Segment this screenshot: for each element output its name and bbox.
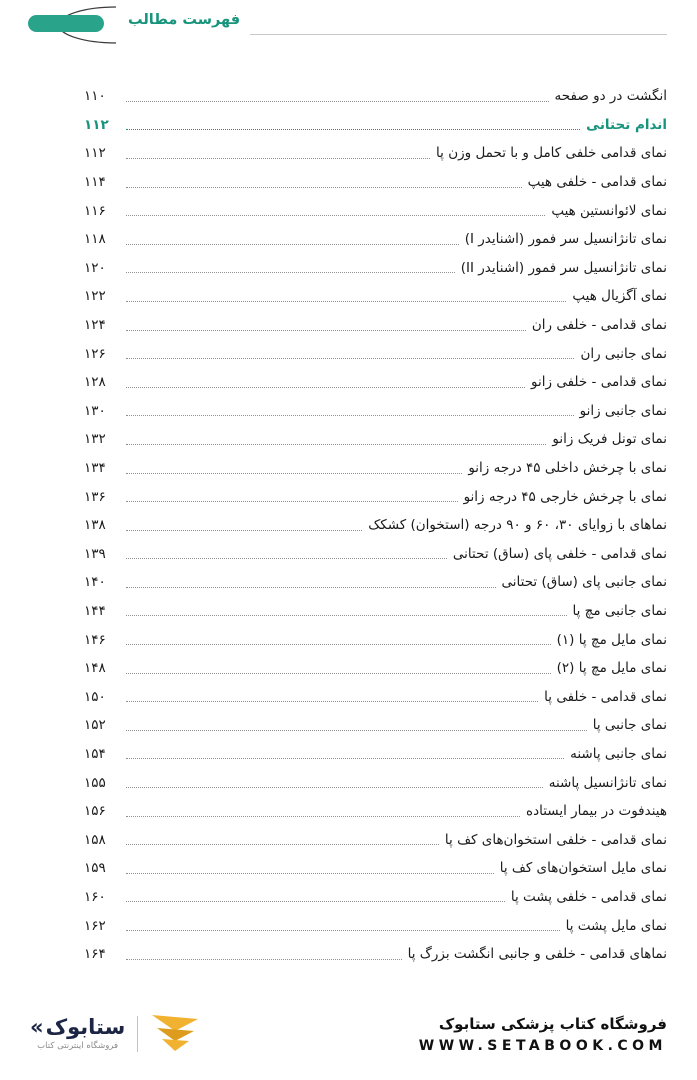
toc-entry-page-number: ۱۵۰	[84, 688, 106, 705]
toc-entry[interactable]	[84, 82, 667, 111]
toc-entry-title: نمای جانبی زانو	[579, 402, 667, 419]
toc-entry[interactable]	[84, 168, 667, 197]
toc-entry[interactable]	[84, 196, 667, 225]
toc-entry-page-number: ۱۲۸	[84, 374, 106, 391]
page-header	[0, 0, 697, 46]
toc-entry-page-number: ۱۱۴	[84, 174, 106, 191]
toc-entry[interactable]	[84, 768, 667, 797]
toc-entry-page-number: ۱۱۶	[84, 202, 106, 219]
brand-text	[30, 1017, 125, 1051]
toc-entry-page-number: ۱۱۲	[84, 145, 106, 162]
toc-dot-leader	[126, 730, 587, 731]
brand-wordmark	[30, 1017, 125, 1038]
toc-entry[interactable]	[84, 568, 667, 597]
toc-entry-page-number: ۱۱۲	[84, 116, 109, 133]
header-cap-ornament	[4, 4, 120, 46]
toc-entry-title: نمای مایل مچ پا (۲)	[556, 660, 667, 677]
toc-dot-leader	[126, 272, 455, 273]
toc-entry-page-number: ۱۴۶	[84, 631, 106, 648]
toc-entry-page-number: ۱۳۲	[84, 431, 106, 448]
toc-entry[interactable]	[84, 254, 667, 283]
toc-entry-title: نمای جانبی پای (ساق) تحتانی	[501, 574, 667, 591]
brand-tagline: فروشگاه اینترنتی کتاب	[37, 1041, 119, 1051]
toc-entry-title: نمای لائوانستین هیپ	[551, 202, 667, 219]
toc-entry-page-number: ۱۲۲	[84, 288, 106, 305]
toc-entry-page-number: ۱۱۸	[84, 231, 106, 248]
toc-dot-leader	[126, 644, 551, 645]
toc-entry[interactable]	[84, 825, 667, 854]
toc-dot-leader	[126, 673, 551, 674]
toc-entry-title: نمای قدامی - خلفی زانو	[531, 374, 667, 391]
toc-entry[interactable]	[84, 740, 667, 769]
toc-entry-page-number: ۱۵۵	[84, 774, 106, 791]
toc-dot-leader	[126, 158, 430, 159]
toc-entry[interactable]	[84, 597, 667, 626]
toc-dot-leader	[126, 930, 560, 931]
toc-dot-leader	[126, 473, 462, 474]
toc-entry-title: نماهای قدامی - خلفی و جانبی انگشت بزرگ پا	[407, 946, 667, 963]
toc-dot-leader	[126, 244, 459, 245]
toc-dot-leader	[126, 301, 566, 302]
toc-entry-page-number: ۱۵۸	[84, 831, 106, 848]
toc-dot-leader	[126, 587, 496, 588]
header-rule	[250, 34, 667, 35]
toc-entry-title: نمای با چرخش داخلی ۴۵ درجه زانو	[468, 460, 667, 477]
toc-entry-title: نمای تونل فریک زانو	[552, 431, 667, 448]
toc-entry-page-number: ۱۵۶	[84, 803, 106, 820]
toc-entry-title: نمای قدامی - خلفی پشت پا	[510, 888, 667, 905]
toc-entry-title: انگشت در دو صفحه	[554, 88, 667, 105]
toc-entry[interactable]	[84, 940, 667, 969]
toc-dot-leader	[126, 129, 580, 130]
toc-entry[interactable]	[84, 797, 667, 826]
toc-entry-page-number: ۱۴۰	[84, 574, 106, 591]
toc-entry-page-number: ۱۶۲	[84, 917, 106, 934]
toc-entry-page-number: ۱۵۴	[84, 745, 106, 762]
toc-entry-page-number: ۱۳۴	[84, 460, 106, 477]
toc-entry-title: نمای جانبی ران	[580, 345, 667, 362]
toc-entry-title: نمای مایل مچ پا (۱)	[556, 631, 667, 648]
toc-dot-leader	[126, 701, 538, 702]
toc-entry[interactable]	[84, 654, 667, 683]
toc-entry-title: نمای تانژانسیل سر فمور (اشنایدر II)	[460, 259, 667, 276]
toc-entry-title: نماهای با زوایای ۳۰، ۶۰ و ۹۰ درجه (استخوان) کشکک	[368, 517, 667, 534]
toc-entry[interactable]	[84, 339, 667, 368]
toc-entry-title: نمای قدامی - خلفی ران	[531, 317, 667, 334]
toc-entry[interactable]	[84, 625, 667, 654]
toc-entry-page-number: ۱۳۰	[84, 402, 106, 419]
toc-entry[interactable]	[84, 911, 667, 940]
toc-dot-leader	[126, 501, 458, 502]
brand-divider	[137, 1016, 138, 1052]
toc-entry-title: هیندفوت در بیمار ایستاده	[526, 803, 667, 820]
toc-entry-page-number: ۱۲۰	[84, 259, 106, 276]
toc-entry[interactable]	[84, 397, 667, 426]
toc-entry-title: اندام تحتانی	[586, 116, 667, 133]
toc-dot-leader	[126, 215, 545, 216]
toc-entry[interactable]	[84, 454, 667, 483]
toc-entry-title: نمای جانبی پا	[592, 717, 667, 734]
toc-dot-leader	[126, 358, 574, 359]
toc-dot-leader	[126, 558, 447, 559]
toc-dot-leader	[126, 959, 402, 960]
toc-dot-leader	[126, 844, 439, 845]
toc-dot-leader	[126, 444, 546, 445]
page-footer	[0, 1004, 697, 1080]
toc-dot-leader	[126, 758, 564, 759]
toc-entry[interactable]	[84, 482, 667, 511]
toc-entry[interactable]	[84, 111, 667, 140]
toc-entry[interactable]	[84, 540, 667, 569]
toc-entry-title: نمای قدامی - خلفی پا	[544, 688, 667, 705]
brand-logo-block	[30, 1014, 200, 1054]
toc-entry-page-number: ۱۴۴	[84, 602, 106, 619]
toc-entry-page-number: ۱۳۹	[84, 545, 106, 562]
toc-entry-title: نمای قدامی - خلفی استخوان‌های کف پا	[444, 831, 667, 848]
store-title: فروشگاه کتاب پزشکی ستابوک	[438, 1014, 667, 1033]
brand-chevron-glyph: «	[30, 1015, 44, 1039]
toc-entry-page-number: ۱۵۲	[84, 717, 106, 734]
toc-dot-leader	[126, 901, 505, 902]
toc-entry-title: نمای جانبی مچ پا	[572, 602, 667, 619]
toc-dot-leader	[126, 787, 543, 788]
toc-list	[0, 46, 697, 968]
toc-dot-leader	[126, 873, 494, 874]
toc-entry[interactable]	[84, 368, 667, 397]
toc-dot-leader	[126, 387, 525, 388]
toc-entry-title: نمای آگزیال هیپ	[572, 288, 667, 305]
footer-store-block	[419, 1015, 667, 1054]
toc-entry-title: نمای تانژانسیل پاشنه	[548, 774, 667, 791]
toc-entry[interactable]	[84, 282, 667, 311]
toc-entry-page-number: ۱۲۴	[84, 317, 106, 334]
toc-dot-leader	[126, 101, 549, 102]
website-url[interactable]: WWW.SETABOOK.COM	[418, 1037, 667, 1054]
toc-dot-leader	[126, 530, 362, 531]
toc-entry-page-number: ۱۵۹	[84, 860, 106, 877]
toc-entry-page-number: ۱۶۴	[84, 946, 106, 963]
toc-entry-title: نمای قدامی - خلفی پای (ساق) تحتانی	[452, 545, 667, 562]
toc-entry-page-number: ۱۳۸	[84, 517, 106, 534]
header-pill	[28, 15, 104, 32]
toc-entry-page-number: ۱۴۸	[84, 660, 106, 677]
toc-entry[interactable]	[84, 425, 667, 454]
toc-entry-title: نمای قدامی - خلفی هیپ	[527, 174, 667, 191]
toc-entry[interactable]	[84, 311, 667, 340]
toc-entry-page-number: ۱۳۶	[84, 488, 106, 505]
toc-entry[interactable]	[84, 854, 667, 883]
page-title: فهرست مطالب	[128, 12, 241, 28]
toc-entry[interactable]	[84, 139, 667, 168]
toc-entry[interactable]	[84, 682, 667, 711]
brand-triangles-icon	[150, 1014, 200, 1054]
toc-entry-title: نمای مایل پشت پا	[565, 917, 667, 934]
toc-entry-title: نمای جانبی پاشنه	[570, 745, 667, 762]
toc-entry-title: نمای مایل استخوان‌های کف پا	[499, 860, 667, 877]
toc-dot-leader	[126, 816, 520, 817]
toc-entry-page-number: ۱۶۰	[84, 888, 106, 905]
toc-dot-leader	[126, 615, 567, 616]
toc-entry[interactable]	[84, 883, 667, 912]
toc-dot-leader	[126, 187, 522, 188]
toc-dot-leader	[126, 415, 574, 416]
toc-entry-title: نمای با چرخش خارجی ۴۵ درجه زانو	[463, 488, 667, 505]
toc-entry[interactable]	[84, 225, 667, 254]
toc-entry[interactable]	[84, 511, 667, 540]
brand-name: ستابوک	[45, 1015, 126, 1039]
toc-entry-title: نمای تانژانسیل سر فمور (اشنایدر I)	[464, 231, 667, 248]
toc-entry[interactable]	[84, 711, 667, 740]
toc-dot-leader	[126, 330, 526, 331]
toc-entry-page-number: ۱۲۶	[84, 345, 106, 362]
toc-entry-page-number: ۱۱۰	[84, 88, 106, 105]
toc-entry-title: نمای قدامی خلفی کامل و با تحمل وزن پا	[436, 145, 667, 162]
